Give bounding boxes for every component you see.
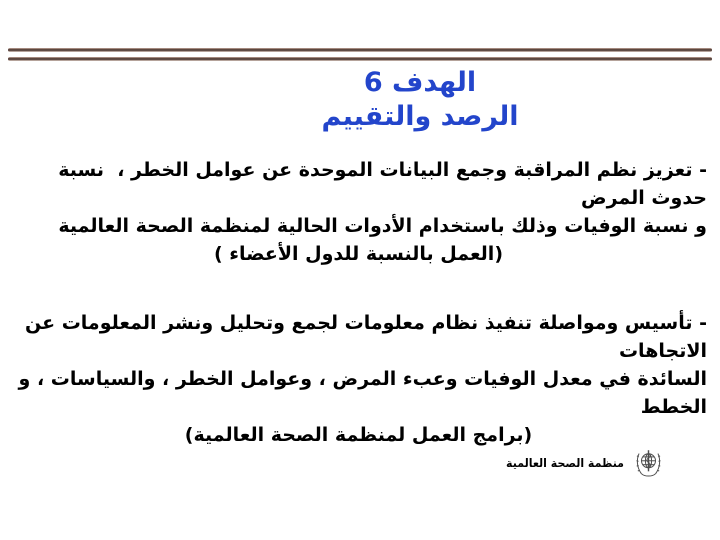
bullet-paragraph-2 — [10, 309, 707, 449]
top-rule-upper — [8, 48, 712, 52]
paragraph-2-line-1: - تأسيس ومواصلة تنفيذ نظام معلومات لجمع وتحليل ونشر المعلومات عن الاتجاهات — [18, 312, 707, 362]
top-rule-lower — [8, 57, 712, 61]
title-goal-number: الهدف 6 — [363, 67, 477, 98]
org-name-label: منظمة الصحة العالمية — [506, 456, 624, 470]
slide-body — [10, 156, 707, 449]
paragraph-1-line-2: و نسبة الوفيات وذلك باستخدام الأدوات الحالية لمنظمة الصحة العالمية — [58, 215, 707, 237]
footer — [506, 447, 662, 479]
paragraph-1-line-1: - تعزيز نظم المراقبة وجمع البيانات الموحدة عن عوامل الخطر ، نسبة حدوث المرض — [51, 159, 707, 209]
paragraph-2-line-2: السائدة في معدل الوفيات وعبء المرض ، وعوامل الخطر ، والسياسات ، و الخطط — [11, 368, 707, 418]
paragraph-1-parenthetical: (العمل بالنسبة للدول الأعضاء ) — [213, 243, 504, 265]
slide-title — [130, 66, 710, 134]
paragraph-2-parenthetical: (برامج العمل لمنظمة الصحة العالمية) — [184, 424, 533, 446]
bullet-paragraph-1 — [10, 156, 707, 268]
who-emblem-icon — [635, 448, 662, 478]
title-subtitle: الرصد والتقييم — [321, 101, 519, 132]
